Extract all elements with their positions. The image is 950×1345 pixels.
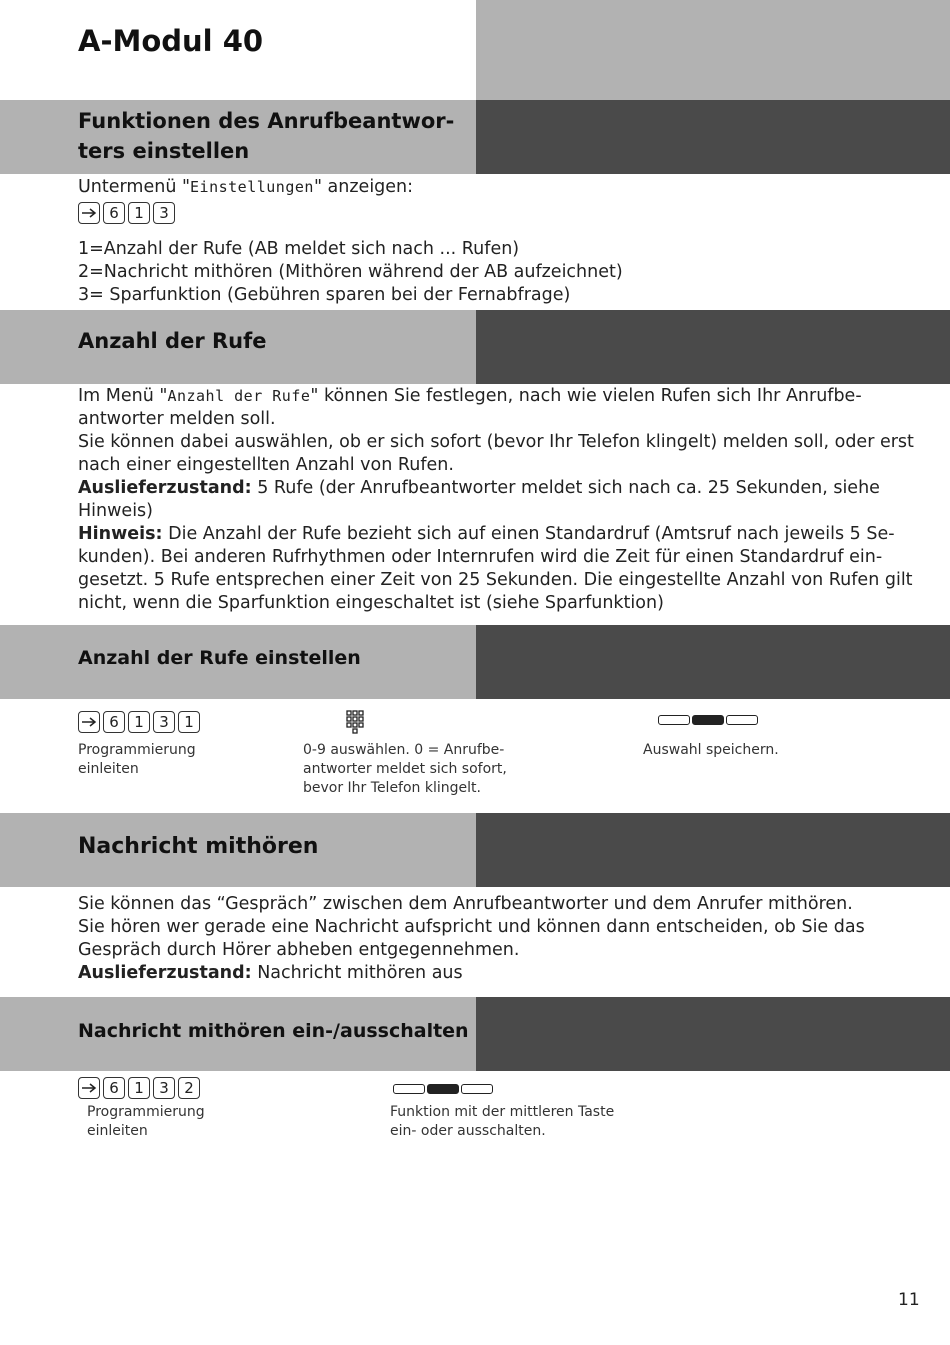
section-band-monitor-toggle [0,997,950,1071]
caption-start-programming: Programmierung einleiten [78,742,196,777]
section-band-monitor [0,813,950,887]
digit-key: 3 [153,711,175,733]
section-title-ring-count: Anzahl der Rufe [78,329,267,353]
section-band-functions [0,100,950,174]
key-sequence-monitor [78,1077,200,1099]
key-sequence-ring-count [78,711,200,733]
display-text: Anzahl der Rufe [167,387,311,405]
submenu-intro: Untermenü "Einstellungen" anzeigen: [78,177,414,197]
caption-toggle-function: Funktion mit der mittleren Taste ein- oder ausschalten. [390,1104,615,1139]
page-title: A-Modul 40 [78,24,264,58]
section-title-monitor: Nachricht mithören [78,834,319,859]
keypad-icon [345,710,367,736]
display-text: Einstellungen [190,178,314,196]
digit-key: 3 [153,202,175,224]
digit-key: 1 [128,711,150,733]
note-label: Hinweis: [78,524,163,544]
menu-arrow-key-icon [78,711,100,733]
digit-key: 3 [153,1077,175,1099]
page-number: 11 [898,1290,920,1310]
list-item: 2=Nachricht mithören (Mithören während der AB aufzeichnet) [78,262,623,282]
default-label: Auslieferzustand: [78,478,252,498]
section-title-set-ring-count: Anzahl der Rufe einstellen [78,647,361,669]
digit-key: 6 [103,202,125,224]
digit-key: 1 [128,202,150,224]
header-tab [476,0,950,100]
softkey-middle-icon [393,1084,493,1094]
list-item: 1=Anzahl der Rufe (AB meldet sich nach ... Rufen) [78,239,520,259]
section-title-functions: Funktionen des Anrufbeantwor- ters einstellen [78,109,455,163]
section-band-ring-count [0,310,950,384]
caption-start-programming: Programmierung einleiten [87,1104,205,1139]
section-title-monitor-toggle: Nachricht mithören ein-/ausschalten [78,1020,469,1042]
key-sequence-submenu [78,202,175,224]
option-list [78,238,918,307]
caption-save-selection: Auswahl speichern. [643,742,779,758]
softkey-middle-icon [658,715,758,725]
monitor-description: Sie können das “Gespräch” zwischen dem Anrufbeantworter und dem Anrufer mithören. Sie hören wer gerade eine Nachricht aufspricht und können dann entscheiden, ob Sie das Gespräch durch Hörer abheben entgegennehmen. Auslieferzustand: Nachricht mithören aus [78,894,865,983]
caption-select-digit: 0-9 auswählen. 0 = Anrufbe- antworter meldet sich sofort, bevor Ihr Telefon klingelt. [303,742,507,796]
digit-key: 1 [128,1077,150,1099]
menu-arrow-key-icon [78,202,100,224]
menu-arrow-key-icon [78,1077,100,1099]
ring-count-description: Im Menü "Anzahl der Rufe" können Sie festlegen, nach wie vielen Rufen sich Ihr Anrufbe- antworter melden soll. Sie können dabei auswählen, ob er sich sofort (bevor Ihr Telefon klingelt) melden soll, oder erst nach einer eingestellten Anzahl von Rufen. Auslieferzustand: 5 Rufe (der Anrufbeantworter meldet sich nach ca. 25 Sekunden, siehe Hinweis) Hinweis: Die Anzahl der Rufe bezieht sich auf einen Standardruf (Amtsruf nach jeweils 5 Se- kunden). Bei anderen Rufrhythmen oder Internrufen wird die Zeit für einen Standardruf ein- gesetzt. 5 Rufe entsprechen einer Zeit von 25 Sekunden. Die eingestellte Anzahl von Rufen gilt nicht, wenn die Sparfunktion eingeschaltet ist (siehe Sparfunktion) [78,386,914,613]
digit-key: 6 [103,1077,125,1099]
list-item: 3= Sparfunktion (Gebühren sparen bei der Fernabfrage) [78,285,571,305]
digit-key: 2 [178,1077,200,1099]
default-label: Auslieferzustand: [78,963,252,983]
digit-key: 1 [178,711,200,733]
digit-key: 6 [103,711,125,733]
section-band-set-ring-count [0,625,950,699]
